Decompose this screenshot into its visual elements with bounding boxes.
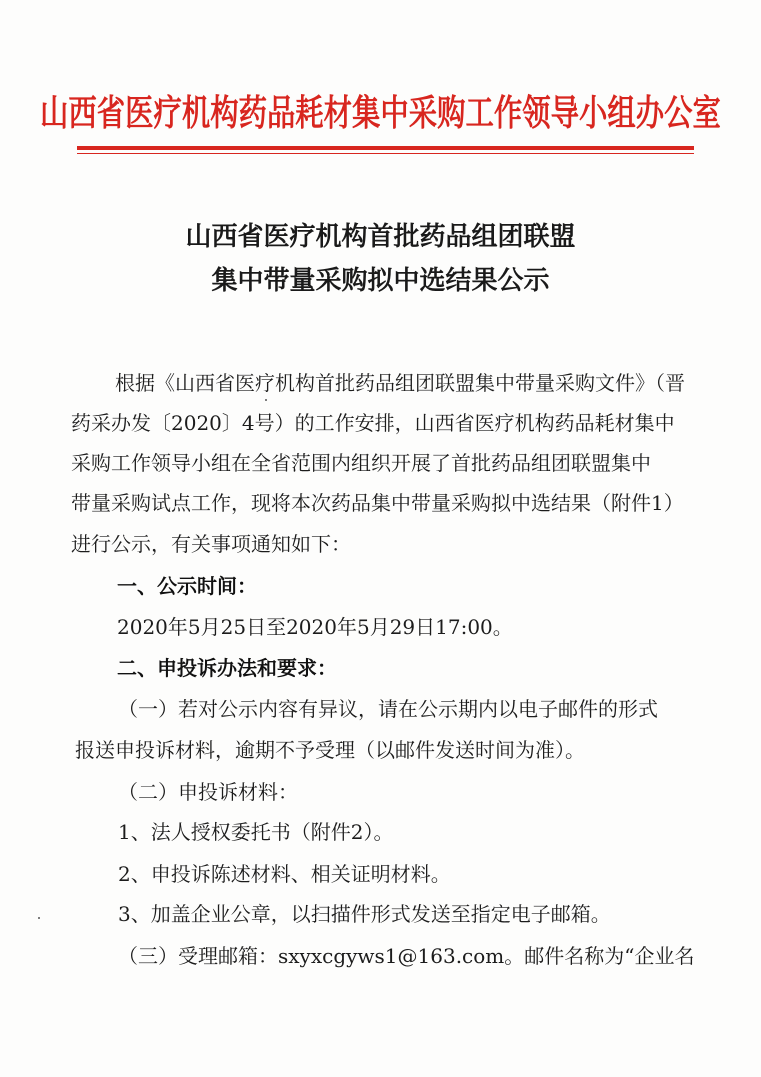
document-title-line-1: 山西省医疗机构首批药品组团联盟 [185, 222, 576, 252]
intro-line-1: 根据《山西省医疗机构首批药品组团联盟集中带量采购文件》（晋 [115, 371, 685, 395]
intro-line-4: 带量采购试点工作，现将本次药品集中带量采购拟中选结果（附件1） [71, 491, 684, 515]
scan-speck [38, 917, 40, 919]
item-2-sub-2: 2、申投诉陈述材料、相关证明材料。 [118, 862, 451, 886]
section-2-heading: 二、申投诉办法和要求： [117, 656, 337, 680]
item-2-sub-3: 3、加盖企业公章，以扫描件形式发送至指定电子邮箱。 [118, 902, 611, 926]
letterhead-rule-thick [77, 146, 694, 150]
section-1-heading: 一、公示时间： [117, 574, 257, 598]
letterhead-title: 山西省医疗机构药品耗材集中采购工作领导小组办公室 [40, 92, 721, 134]
scan-speck [265, 399, 267, 401]
item-2-heading: （二）申投诉材料： [118, 780, 298, 804]
letterhead-rule-thin [77, 153, 694, 154]
item-1-line-2: 报送申投诉材料，逾期不予受理（以邮件发送时间为准）。 [75, 738, 585, 762]
item-3-line-1: （三）受理邮箱：sxyxcgyws1@163.com。邮件名称为“企业名 [118, 944, 695, 968]
intro-line-2: 药采办发〔2020〕4号）的工作安排，山西省医疗机构药品耗材集中 [71, 411, 675, 435]
intro-line-5: 进行公示，有关事项通知如下： [71, 532, 351, 556]
item-1-line-1: （一）若对公示内容有异议，请在公示期内以电子邮件的形式 [118, 697, 658, 721]
intro-line-3: 采购工作领导小组在全省范围内组织开展了首批药品组团联盟集中 [71, 451, 651, 475]
document-title-line-2: 集中带量采购拟中选结果公示 [211, 266, 550, 296]
item-2-sub-1: 1、法人授权委托书（附件2）。 [118, 820, 394, 844]
section-1-text: 2020年5月25日至2020年5月29日17:00。 [117, 615, 513, 639]
